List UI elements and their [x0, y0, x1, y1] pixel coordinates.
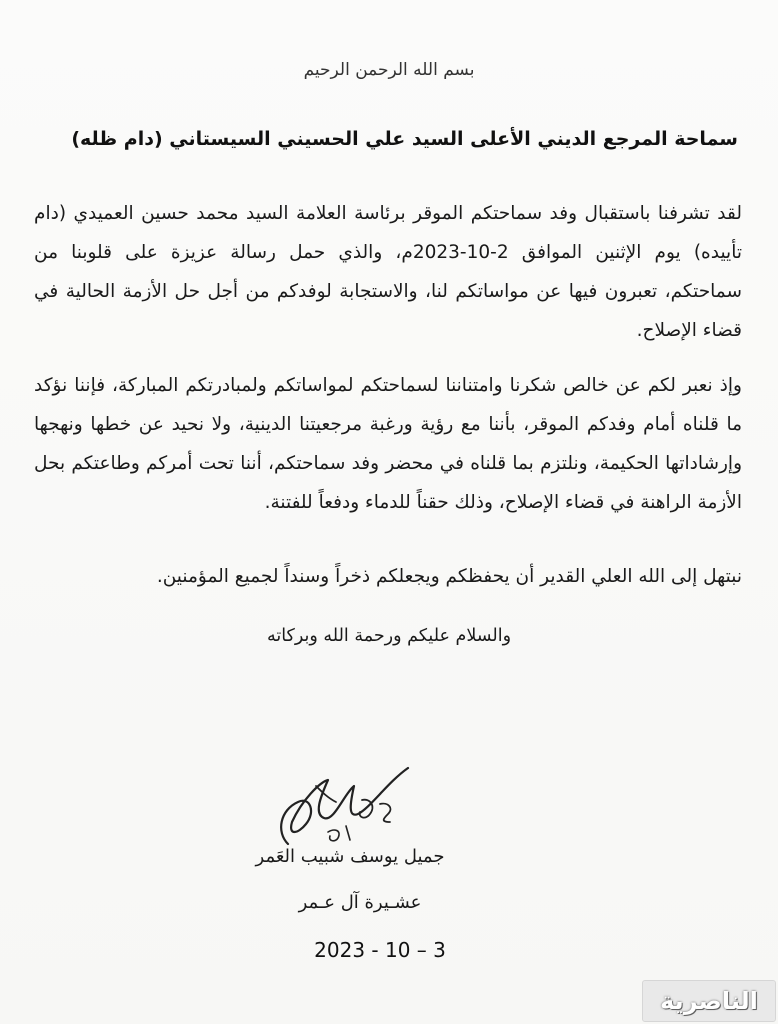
paragraph-prayer: نبتهل إلى الله العلي القدير أن يحفظكم ويجعلكم ذخراً وسنداً لجميع المؤمنين. — [156, 566, 742, 587]
watermark-logo: الناصرية — [642, 980, 776, 1022]
signer-name: جميل يوسف شبيب العَمر — [255, 846, 445, 867]
paragraph-reception: لقد تشرفنا باستقبال وفد سماحتكم الموقر برئاسة العلامة السيد محمد حسين العميدي (دام تأييده) يوم الإثنين الموافق 2-10-2023م، والذي حمل رسالة عزيزة على قلوبنا من سماحتكم، تعبرون فيها عن مواساتكم لنا، والاستجابة لوفدكم من أجل حل الأزمة الحالية في قضاء الإصلاح. — [34, 203, 742, 341]
recipient-heading: سماحة المرجع الديني الأعلى السيد علي الحسيني السيستاني (دام ظله) — [71, 128, 738, 150]
basmala: بسم الله الرحمن الرحيم — [303, 60, 475, 80]
paragraph-gratitude: وإذ نعبر لكم عن خالص شكرنا وامتناننا لسماحتكم لمواساتكم ولمبادرتكم المباركة، فإننا نؤكد ما قلناه أمام وفدكم الموقر، بأننا مع رؤية ورغبة مرجعيتنا الدينية، ولا نحيد عن خطها ونهجها وإرشاداتها الحكيمة، ونلتزم بما قلناه في محضر وفد سماحتكم، أننا تحت أمركم وطاعتكم بحل الأزمة الراهنة في قضاء الإصلاح، وذلك حقناً للدماء ودفعاً للفتنة. — [34, 375, 742, 513]
letter-date: 2023 - 10 – 3 — [314, 938, 446, 962]
closing-salutation: والسلام عليكم ورحمة الله وبركاته — [266, 626, 512, 646]
tribe-name: عشـيرة آل عـمر — [298, 892, 422, 913]
